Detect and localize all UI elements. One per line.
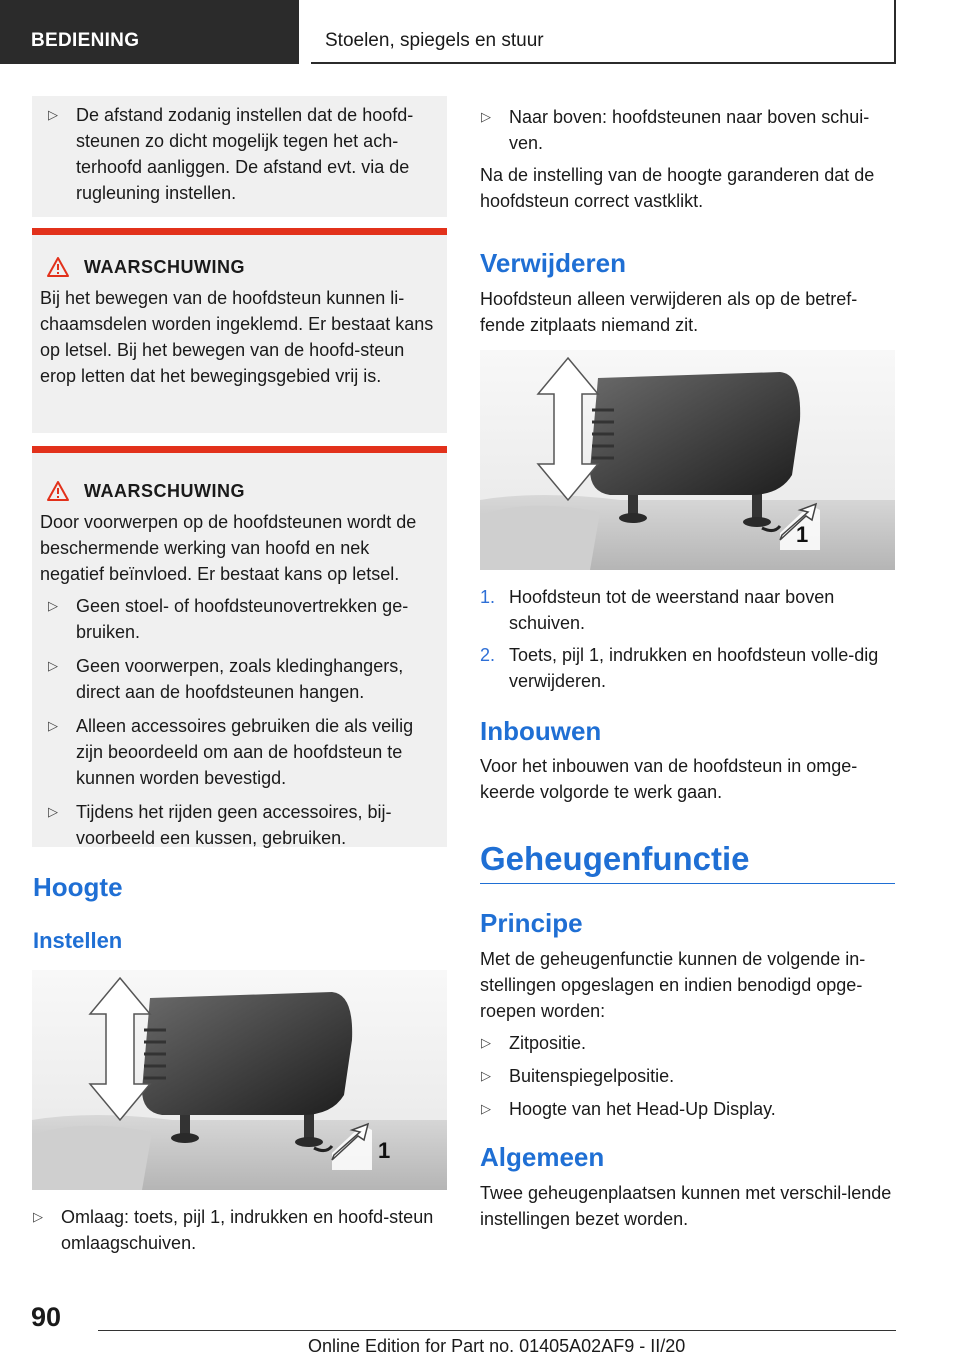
warning-title: WAARSCHUWING bbox=[40, 255, 437, 279]
heading-inbouwen: Inbouwen bbox=[480, 716, 602, 746]
paragraph: Met de geheugenfunctie kunnen de volgende in-stellingen opgeslagen en indien benodigd opge-roepen worden: bbox=[480, 949, 866, 1021]
list-item: 2. Toets, pijl 1, indrukken en hoofdsteun volle-dig verwijderen. bbox=[480, 645, 879, 691]
list-item: ▷ Tijdens het rijden geen accessoires, bij-voorbeeld een kussen, gebruiken. bbox=[47, 799, 437, 851]
triangle-bullet-icon: ▷ bbox=[48, 598, 58, 613]
figure-label: 1 bbox=[378, 1138, 391, 1163]
list-item: 1. Hoofdsteun tot de weerstand naar boven schuiven. bbox=[480, 587, 835, 633]
footer-divider bbox=[98, 1330, 896, 1331]
warning-text: Door voorwerpen op de hoofdsteunen wordt de beschermende werking van hoofd en nek negatief beïnvloed. Er bestaat kans op letsel. bbox=[40, 512, 417, 584]
heading-instellen: Instellen bbox=[33, 928, 123, 953]
headrest-figure bbox=[32, 970, 447, 1190]
list-item: ▷ Omlaag: toets, pijl 1, indrukken en hoofd-steun omlaagschuiven. bbox=[32, 1204, 447, 1256]
triangle-bullet-icon: ▷ bbox=[48, 658, 58, 673]
paragraph: Na de instelling van de hoogte garanderen dat de hoofdsteun correct vastklikt. bbox=[480, 165, 875, 211]
list-item: ▷ Zitpositie. bbox=[480, 1030, 895, 1056]
intro-box bbox=[32, 96, 447, 217]
triangle-bullet-icon: ▷ bbox=[48, 718, 58, 733]
paragraph: Hoofdsteun alleen verwijderen als op de betref-fende zitplaats niemand zit. bbox=[480, 289, 858, 335]
headrest-figure bbox=[480, 350, 895, 570]
warning-triangle-icon bbox=[46, 256, 70, 278]
heading-principe: Principe bbox=[480, 908, 583, 938]
page-number: 90 bbox=[31, 1302, 62, 1332]
warning-title: WAARSCHUWING bbox=[40, 479, 437, 503]
list-item: ▷ Hoogte van het Head-Up Display. bbox=[480, 1096, 895, 1122]
section-title: BEDIENING bbox=[31, 30, 140, 51]
triangle-bullet-icon: ▷ bbox=[481, 1035, 491, 1050]
footer-edition: Online Edition for Part no. 01405A02AF9 - II/20 bbox=[308, 1336, 686, 1356]
list-item: ▷ Naar boven: hoofdsteunen naar boven schui-ven. bbox=[480, 104, 895, 156]
heading-geheugenfunctie: Geheugenfunctie bbox=[480, 840, 750, 877]
naar-boven-list bbox=[480, 104, 895, 156]
omlaag-list bbox=[32, 1204, 447, 1256]
warning-triangle-icon bbox=[46, 480, 70, 502]
list-item: ▷ Alleen accessoires gebruiken die als veilig zijn beoordeeld om aan de hoofdsteun te kunnen worden bevestigd. bbox=[47, 713, 437, 791]
warning-text: Bij het bewegen van de hoofdsteun kunnen li-chaamsdelen worden ingeklemd. Er bestaat kans op letsel. Bij het bewegen van de hoofd-steun erop letten dat het bewegingsgebied vrij is. bbox=[40, 288, 434, 386]
triangle-bullet-icon: ▷ bbox=[481, 1101, 491, 1116]
paragraph: Voor het inbouwen van de hoofdsteun in omge-keerde volgorde te werk gaan. bbox=[480, 756, 858, 802]
heading-algemeen: Algemeen bbox=[480, 1142, 605, 1172]
list-item: ▷ De afstand zodanig instellen dat de hoofd-steunen zo dicht mogelijk tegen het ach-terhoofd aanliggen. De afstand evt. via de rugleuning instellen. bbox=[47, 102, 437, 206]
list-item: ▷ Geen voorwerpen, zoals kledinghangers, direct aan de hoofdsteunen hangen. bbox=[47, 653, 437, 705]
figure-label: 1 bbox=[796, 522, 809, 547]
heading-verwijderen: Verwijderen bbox=[480, 248, 626, 278]
section-tab bbox=[0, 0, 299, 64]
steps-list bbox=[480, 584, 895, 694]
chapter-tab bbox=[311, 0, 896, 64]
heading-hoogte: Hoogte bbox=[33, 872, 123, 902]
paragraph: Twee geheugenplaatsen kunnen met verschil-lende instellingen bezet worden. bbox=[480, 1183, 892, 1229]
triangle-bullet-icon: ▷ bbox=[481, 109, 491, 124]
heading-underline bbox=[480, 883, 895, 884]
triangle-bullet-icon: ▷ bbox=[48, 804, 58, 819]
triangle-bullet-icon: ▷ bbox=[481, 1068, 491, 1083]
warning-box-2 bbox=[32, 446, 447, 847]
principe-list bbox=[480, 1030, 895, 1122]
list-item: ▷ Buitenspiegelpositie. bbox=[480, 1063, 895, 1089]
warning-box-1 bbox=[32, 228, 447, 433]
triangle-bullet-icon: ▷ bbox=[48, 107, 58, 122]
chapter-title: Stoelen, spiegels en stuur bbox=[325, 30, 544, 51]
list-item: ▷ Geen stoel- of hoofdsteunovertrekken ge-bruiken. bbox=[47, 593, 437, 645]
triangle-bullet-icon: ▷ bbox=[33, 1209, 43, 1224]
